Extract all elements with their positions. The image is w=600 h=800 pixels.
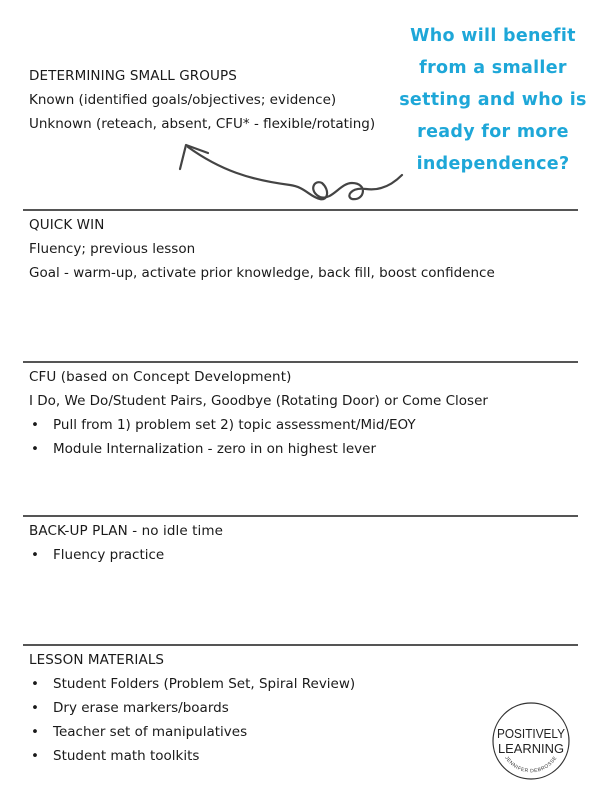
bullet-icon: •	[31, 417, 39, 433]
bullet-item: • Student Folders (Problem Set, Spiral Review)	[29, 672, 574, 696]
bullet-icon: •	[31, 748, 39, 764]
bullet-icon: •	[31, 676, 39, 692]
callout-line: independence?	[416, 154, 570, 174]
divider	[23, 209, 578, 211]
section-heading: QUICK WIN	[29, 217, 105, 233]
logo-line2: LEARNING	[498, 741, 564, 756]
callout-line: Who will benefit	[410, 26, 576, 46]
section-backup-plan	[29, 519, 574, 567]
bullet-item: • Module Internalization - zero in on highest lever	[29, 437, 574, 461]
curly-arrow-icon	[170, 135, 410, 205]
bullet-icon: •	[31, 700, 39, 716]
logo-line1: POSITIVELY	[497, 726, 566, 741]
logo-author: JENNIFER DEBROSSE	[503, 755, 559, 775]
bullet-item: • Pull from 1) problem set 2) topic assessment/Mid/EOY	[29, 413, 574, 437]
section-quick-win	[29, 213, 574, 285]
section-heading: CFU (based on Concept Development)	[29, 369, 292, 385]
text-line: Unknown (reteach, absent, CFU* - flexible/rotating)	[29, 116, 376, 132]
text-line: I Do, We Do/Student Pairs, Goodbye (Rotating Door) or Come Closer	[29, 393, 488, 409]
section-cfu	[29, 365, 574, 461]
text-line: Goal - warm-up, activate prior knowledge, back fill, boost confidence	[29, 265, 495, 281]
bullet-item: • Dry erase markers/boards	[29, 696, 574, 720]
section-heading: LESSON MATERIALS	[29, 652, 165, 668]
bullet-icon: •	[31, 724, 39, 740]
section-heading: DETERMINING SMALL GROUPS	[29, 68, 237, 84]
section-heading: BACK-UP PLAN - no idle time	[29, 523, 224, 539]
bullet-item: • Student math toolkits	[29, 744, 574, 768]
bullet-item: • Fluency practice	[29, 543, 574, 567]
divider	[23, 644, 578, 646]
bullet-icon: •	[31, 441, 39, 457]
bullet-icon: •	[31, 547, 39, 563]
text-line: Known (identified goals/objectives; evidence)	[29, 92, 337, 108]
positively-learning-logo	[490, 700, 572, 782]
callout-line: from a smaller	[419, 58, 567, 78]
divider	[23, 361, 578, 363]
bullet-item: • Teacher set of manipulatives	[29, 720, 574, 744]
divider	[23, 515, 578, 517]
callout-line: setting and who is	[399, 90, 587, 110]
callout-line: ready for more	[417, 122, 569, 142]
callout-question	[393, 20, 593, 180]
text-line: Fluency; previous lesson	[29, 241, 196, 257]
